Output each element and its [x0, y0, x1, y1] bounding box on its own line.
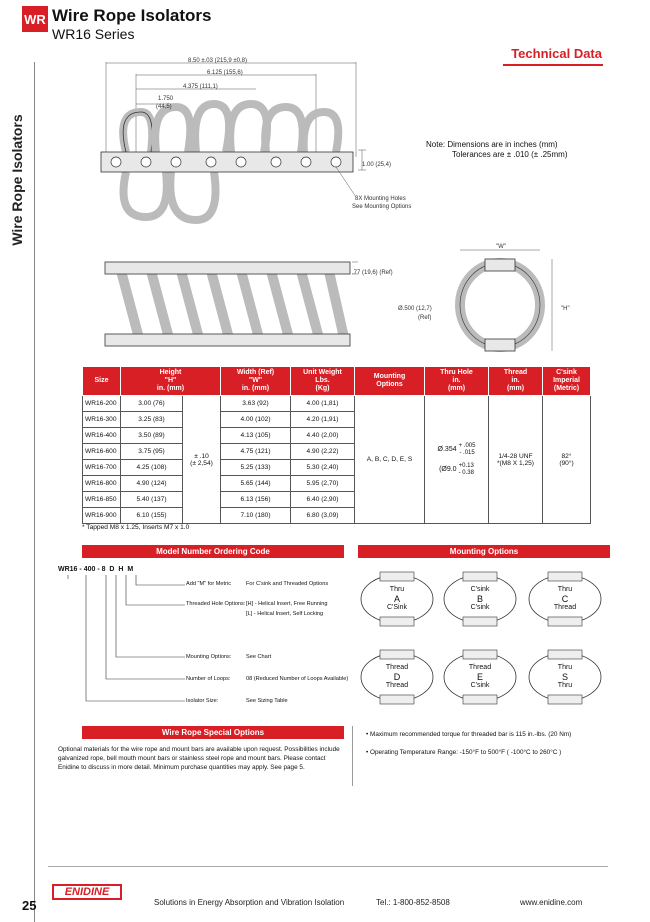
section-underline	[503, 64, 603, 66]
mount-option-d: Thread D Thread	[358, 648, 436, 706]
model-code-bar: Model Number Ordering Code	[82, 545, 344, 558]
table-row: WR16-200 3.00 (76) ± .10 (± 2,54) 3.63 (92) 4.00 (1,81) A, B, C, D, E, S Ø.354 + .005 - .015 (Ø9.0 +0.13 - 0.38 1/4-28 UNF *(M8 X 1,25) 82° (90°)	[83, 396, 591, 412]
series-badge: WR	[22, 6, 48, 32]
th-thread: Thread in. (mm)	[489, 367, 543, 396]
th-thru: Thru Hole in. (mm)	[425, 367, 489, 396]
torque-note: • Maximum recommended torque for threaded bar is 115 in.-lbs. (20 Nm)	[366, 731, 572, 738]
dim-500: Ø.500 (12,7)	[398, 306, 432, 312]
temperature-note: • Operating Temperature Range: -150°F to 500°F ( -100°C to 260°C )	[366, 749, 562, 756]
table-row: WR16-600 3.75 (95) 4.75 (121) 4.90 (2,22)	[83, 444, 591, 460]
model-row-loops: Number of Loops:	[186, 676, 231, 682]
footer-divider	[48, 866, 608, 867]
enidine-logo: ENIDINE	[52, 884, 122, 900]
th-size: Size	[83, 367, 121, 396]
mount-option-e: Thread E C'sink	[441, 648, 519, 706]
table-row: WR16-400 3.50 (89) 4.13 (105) 4.40 (2,00)	[83, 428, 591, 444]
model-row-loops-value: 08 (Reduced Number of Loops Available)	[246, 676, 349, 682]
page-title: Wire Rope Isolators	[52, 6, 212, 25]
isolator-end-drawing	[450, 245, 560, 355]
footer-phone: Tel.: 1-800-852-8508	[376, 898, 450, 907]
dim-bar-height: 1.00 (25,4)	[362, 162, 392, 168]
thread-cell: 1/4-28 UNF *(M8 X 1,25)	[489, 396, 543, 524]
special-divider	[352, 726, 353, 786]
model-row-size: Isolator Size:	[186, 698, 219, 704]
model-code: WR16 - 400 - 8 D H M	[58, 566, 134, 573]
spec-table	[82, 366, 591, 524]
dim-h: "H"	[561, 306, 570, 312]
csink-cell: 82° (90°)	[543, 396, 591, 524]
mount-option-b: C'sink B C'sink	[441, 570, 519, 628]
dim-77: .77 (19,6) (Ref)	[352, 270, 393, 276]
mount-option-s: Thru S Thru	[526, 648, 604, 706]
side-label: Wire Rope Isolators	[9, 114, 25, 246]
footer-tagline: Solutions in Energy Absorption and Vibration Isolation	[154, 898, 345, 907]
height-tolerance: ± .10 (± 2,54)	[183, 396, 221, 524]
model-row-thread-h: [H] - Helical Insert, Free Running	[246, 601, 328, 607]
dim-w: "W"	[496, 244, 506, 250]
side-divider	[34, 62, 35, 922]
page-number: 25	[22, 898, 37, 913]
isolator-side-drawing	[100, 252, 360, 357]
holes-note-1: 8X Mounting Holes	[355, 196, 406, 202]
th-mounting: Mounting Options	[355, 367, 425, 396]
model-row-thread: Threaded Hole Options:	[186, 601, 246, 607]
footer-website: www.enidine.com	[520, 898, 583, 907]
dim-1750-mm: (44,5)	[156, 104, 172, 110]
table-row: WR16-700 4.25 (108) 5.25 (133) 5.30 (2,40)	[83, 460, 591, 476]
model-row-metric: Add "M" for Metric	[186, 581, 232, 587]
dim-500-ref: (Ref)	[418, 315, 432, 321]
dim-overall: 8.50 ±.03 (215,9 ±0,8)	[188, 58, 247, 64]
thru-hole-cell: Ø.354 + .005 - .015 (Ø9.0 +0.13 - 0.38	[425, 396, 489, 524]
model-row-thread-l: [L] - Helical Insert, Self Locking	[246, 611, 324, 617]
model-row-size-value: See Sizing Table	[246, 698, 288, 704]
th-height: Height "H" in. (mm)	[121, 367, 221, 396]
section-title: Technical Data	[511, 46, 602, 61]
holes-note-2: See Mounting Options	[352, 204, 412, 210]
special-options-text: Optional materials for the wire rope and mount bars are available upon request. Possibilities include galvanized rope, bell mouth mount bars or stainless steel rope and mount bars. Please contact Enidine to discuss in more detail. Minimum purchase quantities may apply. See page 5.	[58, 746, 340, 771]
table-row: WR16-900 6.10 (155) 7.10 (180) 6.80 (3,09)	[83, 508, 591, 524]
mounting-options-bar: Mounting Options	[358, 545, 610, 558]
table-row: WR16-850 5.40 (137) 6.13 (156) 6.40 (2,90)	[83, 492, 591, 508]
dim-6125: 6.125 (155,6)	[207, 70, 243, 76]
page-subtitle: WR16 Series	[52, 26, 135, 42]
dim-1750: 1.750	[158, 96, 174, 102]
mount-option-c: Thru C Thread	[526, 570, 604, 628]
table-footnote: * Tapped M8 x 1.25, Inserts M7 x 1.0	[82, 524, 190, 531]
dim-4375: 4.375 (111,1)	[183, 84, 218, 90]
model-code-leaders	[60, 575, 190, 710]
th-weight: Unit Weight Lbs. (Kg)	[291, 367, 355, 396]
model-row-mounting-value: See Chart	[246, 654, 272, 660]
th-csink: C'sink Imperial (Metric)	[543, 367, 591, 396]
th-width: Width (Ref) "W" in. (mm)	[221, 367, 291, 396]
table-row: WR16-300 3.25 (83) 4.00 (102) 4.20 (1,91)	[83, 412, 591, 428]
mount-option-a: Thru A C'Sink	[358, 570, 436, 628]
model-row-mounting: Mounting Options:	[186, 654, 232, 660]
table-row: WR16-800 4.90 (124) 5.65 (144) 5.95 (2,70)	[83, 476, 591, 492]
model-row-metric-value: For C'sink and Threaded Options	[246, 581, 329, 587]
mounting-options-cell: A, B, C, D, E, S	[355, 396, 425, 524]
dimension-note: Note: Dimensions are in inches (mm) Tolerances are ± .010 (± .25mm)	[426, 140, 568, 159]
special-options-bar: Wire Rope Special Options	[82, 726, 344, 739]
